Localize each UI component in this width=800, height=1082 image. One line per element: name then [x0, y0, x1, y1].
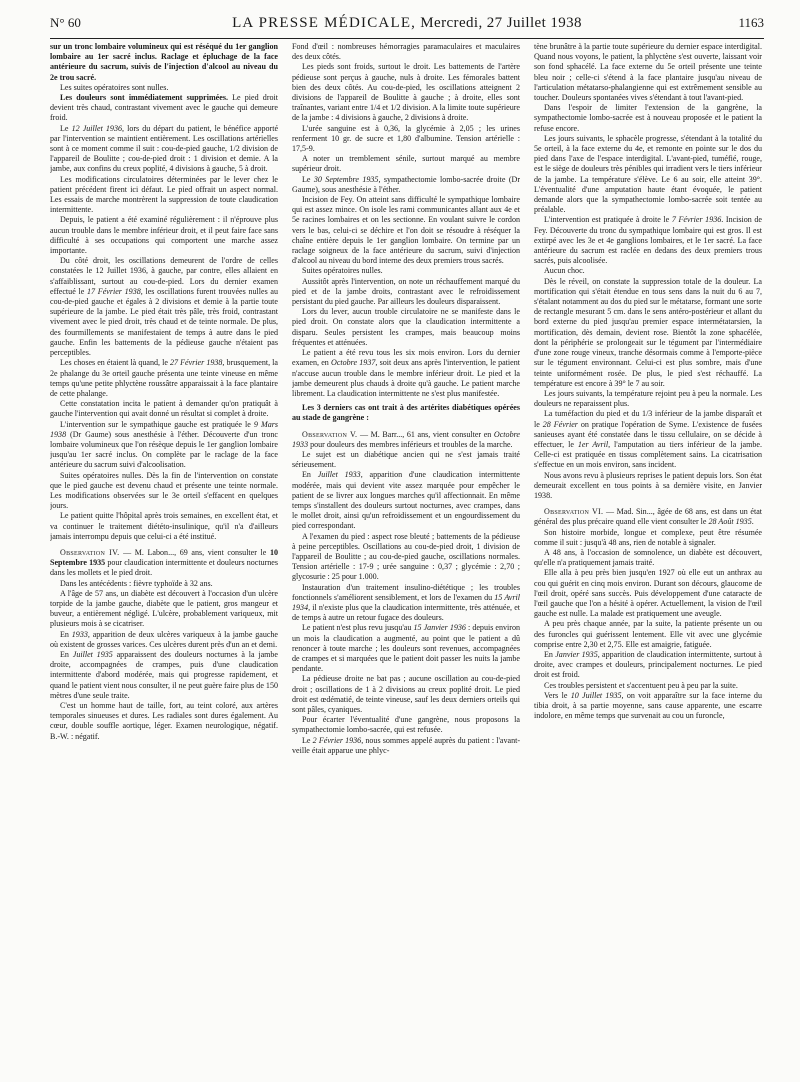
page-issue-number: N° 60	[50, 15, 81, 30]
text-run: Les pieds sont froids, surtout le droit. Les battements de l'artère pédieuse sont perçus à gauche, nuls à droite. Les fémorales battent bien des deux côtés. Au cou-de-pied, les oscillations atteignent 2 divisions de l'appareil de Boulitte à gauche ; à droite, elles sont traînantes, variant entre 1/4 et 1/2 division. A la limite toute supérieure de la jambe : 4 divisions à gauche, 2 divisions à droite.	[292, 62, 520, 123]
paragraph	[534, 389, 762, 409]
paragraph	[534, 528, 762, 548]
paragraph	[534, 568, 762, 619]
paragraph	[534, 277, 762, 389]
text-run: En	[60, 649, 73, 659]
text-run: Vers le	[544, 690, 571, 700]
paragraph	[292, 430, 520, 450]
issue-date: Mercredi, 27 Juillet 1938	[420, 14, 582, 31]
text-run: , brusquement, la 2e phalange du 3e orteil gauche présenta une teinte vineuse en même temps qu'une petite phlyctène roussâtre apparaissait à la face plantaire de cette phalange.	[50, 358, 278, 398]
paragraph	[50, 93, 278, 124]
text-run: Incision de Fey. On atteint sans difficulté le sympathique lombaire qui est assez mince. On isole les rami communicantes allant aux 4e et 5e racines lombaires et on les sectionne. En voulant suivre le cordon vers le bas, celui-ci se déchire et l'on doit se résoudre à réséquer la chaîne entière depuis le 1er ganglion lombaire. On termine par un raclage soigneux de la face antérieure du sacrum, suivi d'injection d'alcool au niveau du bord interne des deux premiers trous sacrés.	[292, 195, 520, 266]
text-run: En	[544, 649, 556, 659]
paragraph	[50, 511, 278, 542]
paragraph	[534, 691, 762, 722]
text-run: Cette constatation incita le patient à demander qu'on pratiquât à gauche l'intervention qui avait donné un résultat si complet à droite.	[50, 399, 278, 419]
text-run: L'urée sanguine est à 0,36, la glycémie à 2,05 ; les urines renferment 10 gr. de sucre et 1,80 d'albumine. Tension artérielle : 17,5-9.	[292, 123, 520, 154]
paragraph	[50, 650, 278, 701]
paragraph	[50, 471, 278, 512]
paragraph	[50, 256, 278, 358]
text-run: Dans l'espoir de limiter l'extension de la gangrène, la sympathectomie lombo-sacrée est à nouveau proposée et le patient la refuse encore.	[534, 103, 762, 133]
paragraph	[292, 674, 520, 715]
text-run: , nous sommes appelé auprès du patient : l'avant-veille était apparue une phlyc-	[292, 735, 520, 755]
text-run: Les jours suivants, le sphacèle progresse, s'étendant à la totalité du 5e orteil, à la face externe du 4e, et remonte en pointe sur le dos du pied dans l'axe de l'espace interdigital. L'avant-pied, tuméfié, rouge, est le siège de douleurs très pénibles qui irradient vers le tiers inférieur de la jambe. La température s'élève. Le 6 au soir, elle atteint 39°. L'éventualité d'une amputation haute étant évoquée, le patient demande alors que la sympathectomie lombo-sacrée soit tentée au préalable.	[534, 133, 762, 215]
paragraph	[50, 83, 278, 93]
paragraph	[292, 266, 520, 276]
text-run: 7 Février 1936	[671, 215, 722, 225]
text-run: Janvier 1935	[555, 649, 598, 659]
paragraph	[50, 630, 278, 650]
text-run: tène brunâtre à la partie toute supérieure du dernier espace interdigital. Quand nous voyons, le patient, la phlyctène s'est ouverte, laissant voir son fond sphacélé. La face externe du 5e orteil présente une teinte bleu noir ; celle-ci s'étend à la face plantaire jusqu'au niveau de l'articulation métatarso-phalangienne qui est extrêmement sensible au toucher. Douleurs spontanées vives s'étendant à tout l'avant-pied.	[534, 42, 762, 103]
text-run: .	[751, 517, 754, 527]
page-number: 1163	[738, 15, 764, 30]
paragraph	[534, 619, 762, 650]
text-run: 1933	[71, 629, 88, 639]
column-right	[534, 42, 762, 1072]
text-run: 10 Juillet 1935	[570, 690, 622, 700]
paragraph	[50, 579, 278, 589]
text-run: Suites opératoires nulles.	[302, 266, 383, 276]
paragraph	[292, 403, 520, 423]
text-run: , apparition d'une claudication intermittente modérée, mais qui devient vite assez marquée pour empêcher le patient de se livrer aux longues marches qu'il affectionnait. En même temps s'installent des douleurs surtout nocturnes, avec crampes, dans le mollet droit, ainsi qu'un refroidissement et un engourdissement du pied correspondant.	[292, 470, 520, 531]
paragraph	[534, 548, 762, 568]
paragraph	[534, 42, 762, 103]
text-run: Octobre 1933	[292, 429, 520, 449]
text-run: L'intervention sur le sympathique gauche est pratiquée le	[60, 419, 254, 429]
text-run: pour douleurs des membres inférieurs et troubles de la marche.	[308, 439, 513, 449]
text-run: 15 Avril 1934	[292, 592, 520, 612]
paragraph	[292, 307, 520, 348]
text-run: , lors du départ du patient, le bénéfice apporté par l'intervention se maintient entièrement. Les oscillations artérielles sont à ce moment comme il suit : cou-de-pied gauche, 1/2 division de l'appareil de Boulitte ; cou-de-pied droit : 1 division et demie. A la jambe, aux confins du creux poplité, 4 divisions à gauche, 5 à droit.	[50, 123, 278, 174]
observation-heading: Observation IV.	[60, 547, 120, 557]
text-run: Aussitôt après l'intervention, on note un réchauffement marqué du pied et de la jambe droits, contrastant avec le refroidissement persistant du pied gauche. Par ailleurs les douleurs disparaissent.	[292, 276, 520, 307]
text-run: 15 Janvier 1936	[413, 623, 466, 633]
text-run: 28 Février	[542, 419, 578, 429]
paragraph	[534, 103, 762, 134]
paragraph	[292, 450, 520, 470]
journal-title-date	[232, 15, 582, 32]
paragraph	[50, 420, 278, 471]
text-run: 9 Mars 1938	[50, 419, 278, 439]
text-run: Depuis, le patient a été examiné régulièrement : il n'éprouve plus aucun trouble dans le membre inférieur droit, et il peut faire face sans difficulté à ses occupations qui comportent une marche assez importante.	[50, 215, 278, 256]
text-run: (Dr Gaume) sous anesthésie à l'éther. Découverte d'un tronc lombaire volumineux que l'on résèque depuis le 1er ganglion lombaire jusqu'au 1er sacré inclus. On complète par le raclage de la face antérieure du sacrum suivi d'alcoolisation.	[50, 429, 278, 470]
text-run: Juillet 1935	[72, 649, 113, 659]
running-header	[50, 8, 764, 39]
paragraph	[50, 399, 278, 419]
text-run: — Mad. Sin..., âgée de 68 ans, est dans un état général des plus précaire quand elle vient consulter le	[534, 507, 762, 527]
text-run: 27 Février 1938	[169, 358, 223, 368]
text-run: 28 Août 1935	[708, 517, 752, 527]
paragraph	[534, 409, 762, 470]
text-run: C'est un homme haut de taille, fort, au teint coloré, aux artères temporales sinueuses et dures. Les radiales sont dures également. Au cœur, double souffle aortique, léger. Examen neurologique, négatif. B.-W. : négatif.	[50, 701, 278, 741]
column-middle	[292, 42, 520, 1072]
text-run: Le	[60, 123, 72, 133]
text-run: Les 3 derniers cas ont trait à des artérites diabétiques opérées au stade de gangrène :	[292, 403, 520, 423]
paragraph	[292, 470, 520, 531]
paragraph	[292, 715, 520, 735]
text-run: Aucun choc.	[544, 266, 585, 276]
text-run: Le pied droit devient très chaud, contrastant vivement avec le gauche qui demeure froid.	[50, 93, 278, 123]
text-run: . Incision de Fey. Découverte du tronc du sympathique lombaire qui est gros. Il est extirpé avec les 3e et 4e ganglions lombaires, et le 1er sacré. La face antérieure du sacrum est raclée en dedans des deux premiers trous sacrés, puis alcoolisée.	[534, 215, 762, 266]
text-run: Le patient a été revu tous les six mois environ. Lors du dernier examen, en	[292, 348, 520, 368]
text-run: 17 Février 1938	[87, 286, 141, 296]
journal-name: LA PRESSE MÉDICALE,	[232, 14, 417, 31]
text-run: L'intervention est pratiquée à droite le	[544, 215, 672, 225]
text-run: Le sujet est un diabétique ancien qui ne s'est jamais traité sérieusement.	[292, 449, 520, 470]
text-run: Nous avons revu à plusieurs reprises le patient depuis lors. Son état demeurait excellent en tous points à sa dernière visite, en Janvier 1938.	[534, 470, 762, 500]
text-run: Les suites opératoires sont nulles.	[60, 82, 169, 92]
paragraph	[292, 175, 520, 195]
paragraph	[534, 134, 762, 216]
text-run: Fond d'œil : nombreuses hémorragies paramaculaires et maculaires des deux côtés.	[292, 42, 520, 62]
text-run: Dans les antécédents : fièvre typhoïde à 32 ans.	[60, 578, 213, 588]
text-run: A peu près chaque année, par la suite, la patiente présente un ou des furoncles qui guérissent lentement. Elle vit avec une glycémie comprise entre 2,30 et 2,75. Elle est amaigrie, fatiguée.	[534, 619, 762, 649]
text-run: 2 Février 1936	[312, 735, 362, 745]
text-run: Les douleurs sont immédiatement supprimées.	[60, 93, 228, 103]
text-run: , les oscillations furent trouvées nulles au cou-de-pied gauche et égales à 2 divisions et demie à la partie toute supérieure de la jambe. Le pied était très pâle, très froid, contrastant vivement avec le pied droit, très chaud et de teinte normale. De plus, des fourmillements se manifestaient de temps à autre dans le pied gauche. Enfin les battements de la pédieuse gauche n'étaient pas perceptibles.	[50, 286, 278, 358]
text-run: A noter un tremblement sénile, surtout marqué au membre supérieur droit.	[292, 154, 520, 174]
text-run: Son histoire morbide, longue et complexe, peut être résumée comme il suit : jusqu'à 48 ans, rien de notable à signaler.	[534, 527, 762, 547]
text-run: 12 Juillet 1936	[71, 123, 122, 133]
text-run: , sympathectomie lombo-sacrée droite (Dr Gaume), sous anesthésie à l'éther.	[292, 174, 520, 194]
text-run: Octobre 1937	[331, 358, 376, 368]
column-left	[50, 42, 278, 1072]
text-run: 1er Avril	[577, 439, 609, 449]
text-run: , on voit apparaître sur la face interne du tibia droit, à sa partie moyenne, sans cause apparente, une escarre indolore, en même temps que survenait au cou un furoncle,	[534, 690, 762, 721]
text-run: La pédieuse droite ne bat pas ; aucune oscillation au cou-de-pied droit ; oscillations de 1 à 2 divisions au creux poplité droit. Le pied droit est œdématié, de teinte vineuse, sauf les deux derniers orteils qui sont pâles, cyaniques.	[292, 674, 520, 714]
paragraph	[50, 548, 278, 579]
paragraph	[292, 62, 520, 123]
text-run: on pratique l'opération de Syme. L'existence de fusées sanieuses ayant été constatée dans le tissu cellulaire, on se décide à effectuer, le	[534, 419, 762, 449]
paragraph	[50, 589, 278, 630]
text-run: En	[60, 629, 72, 639]
text-run: : depuis environ un mois la claudication a augmenté, au point que le patient a dû renoncer à toute marche ; les douleurs sont revenues, accompagnées de crampes et si marquées que le patient doit passer les nuits la jambe pendante.	[292, 623, 520, 674]
paragraph	[292, 42, 520, 62]
text-run: Ces troubles persistent et s'accentuent peu à peu par la suite.	[544, 680, 738, 690]
observation-heading: Observation VI.	[544, 507, 604, 517]
text-run: Pour écarter l'éventualité d'une gangrène, nous proposons la sympathectomie lombo-sacrée, qui est refusée.	[292, 715, 520, 735]
paragraph	[50, 701, 278, 742]
paragraph	[534, 650, 762, 681]
paragraph	[292, 277, 520, 308]
text-run: La tuméfaction du pied et du 1/3 inférieur de la jambe disparaît et le	[534, 409, 762, 429]
text-run: pour claudication intermittente et douleurs nocturnes dans les mollets et le pied droit.	[50, 558, 278, 578]
text-run: Le	[302, 174, 314, 184]
text-run: , soit deux ans après l'intervention, le patient n'accuse aucun trouble dans le membre inférieur droit. Le pied et la jambe demeurent plus chauds à droite qu'à gauche. Le patient marche librement. La claudication intermittente ne s'est plus manifestée.	[292, 358, 520, 398]
text-run: Le	[302, 735, 313, 745]
text-run: En	[302, 470, 318, 480]
text-run: Les modifications circulatoires déterminées par le lever chez le patient précédent firent ici défaut. Le pied offrait un aspect normal. Les essais de marche montrèrent la suppression de toute claudication intermittente.	[50, 174, 278, 215]
paragraph	[50, 215, 278, 256]
paragraph	[534, 215, 762, 266]
article-columns	[50, 42, 764, 1072]
paragraph	[534, 507, 762, 527]
text-run: , il n'existe plus que la claudication intermittente, très atténuée, et de temps à autre un retour fugace des douleurs.	[292, 602, 520, 623]
paragraph	[292, 348, 520, 399]
paragraph	[50, 358, 278, 399]
paragraph	[50, 175, 278, 216]
observation-heading: Observation V.	[302, 429, 358, 439]
paragraph	[292, 532, 520, 583]
paragraph	[50, 124, 278, 175]
text-run: 10 Septembre 1935	[50, 547, 278, 568]
paragraph	[292, 195, 520, 266]
paragraph	[534, 471, 762, 502]
text-run: A l'examen du pied : aspect rose bleuté ; battements de la pédieuse à peine perceptibles. Oscillations au cou-de-pied droit, 1 division de l'appareil de Boulitte ; au cou-de-pied gauche, oscillations normales. Tension artérielle : 17-9 ; urée sanguine : 0,37 ; glycémie : 2,70 ; glycosurie : 25 pour 1.000.	[292, 531, 520, 582]
text-run: Dès le réveil, on constate la suppression totale de la douleur. La mortification qui s'était étendue en tous sens dans la nuit du 6 au 7, s'étalant notamment au dos du pied sur le métatarse, formant une sorte de rectangle mesurant 5 cm. dans le sens antéro-postérieur et allant du bord externe du pied jusqu'au premier espace intermétatarsien, la mortification, dès demain, devient rose. Bientôt la zone sphacélée, dont la périphérie se prolongeait sur le tégument par l'intermédiaire d'une zone rouge vineux, tranche désormais comme à l'emporte-pièce sur le tégument environnant. Celui-ci est plus sombre, mais d'une teinte uniformément rosée. De plus, le pied s'est réchauffé. La température est encore à 39° le 7 au soir.	[534, 276, 762, 388]
text-run: Du côté droit, les oscillations demeurent de l'ordre de celles constatées le 12 Juillet 1936, à gauche, par contre, elles allaient en s'affaiblissant, surtout au cou-de-pied. Lors du dernier examen effectué le	[50, 256, 278, 296]
text-run: A 48 ans, à l'occasion de somnolence, un diabète est découvert, qu'elle n'a pratiquement jamais traité.	[534, 547, 762, 568]
text-run: Instauration d'un traitement insulino-diététique ; les troubles fonctionnels s'améliorent sensiblement, et lors de l'examen du	[292, 582, 520, 602]
text-run: — M. Barr..., 61 ans, vient consulter en	[357, 429, 494, 439]
paragraph	[292, 736, 520, 756]
text-run: , apparition de claudication intermittente, surtout à droite, avec crampes et douleurs, principalement nocturnes. Le pied droit est froid.	[534, 649, 762, 680]
paragraph	[292, 583, 520, 624]
text-run: , l'amputation au tiers inférieur de la jambe. Celle-ci est pratiquée en tissus complètement sains. La cicatrisation s'effectue en un mois environ, sans incident.	[534, 439, 762, 470]
paragraph	[292, 623, 520, 674]
text-run: A l'âge de 57 ans, un diabète est découvert à l'occasion d'un ulcère torpide de la jambe gauche, diabète que le patient, gros mangeur et buveur, a entièrement négligé. L'ulcère, probablement variqueux, mit plusieurs mois à se cicatriser.	[50, 588, 278, 629]
text-run: Les jours suivants, la température rejoint peu à peu la normale. Les douleurs ne reparaissent plus.	[534, 388, 762, 409]
paragraph	[50, 42, 278, 83]
paragraph	[534, 266, 762, 276]
text-run: Lors du lever, aucun trouble circulatoire ne se manifeste dans le pied droit. On constate alors que la claudication intermittente a disparu. Seules persistent les crampes, mais beaucoup moins fréquentes et atténuées.	[292, 307, 520, 347]
text-run: Le patient quitte l'hôpital après trois semaines, en excellent état, et va continuer le traitement diététo-insulinique, qu'il n'a d'ailleurs jamais interrompu depuis que celui-ci a été institué.	[50, 511, 278, 541]
text-run: sur un tronc lombaire volumineux qui est réséqué du 1er ganglion lombaire au 1er sacré inclus. Raclage et épluchage de la face antérieure du sacrum, suivis de l'injection d'alcool au niveau du 2e trou sacré.	[50, 42, 278, 82]
text-run: , apparition de deux ulcères variqueux à la jambe gauche où existent de grosses varices. Ces ulcères durent près d'un an et demi.	[50, 629, 278, 649]
paragraph	[292, 154, 520, 174]
text-run: Juillet 1933	[317, 470, 361, 480]
text-run: apparaissent des douleurs nocturnes à la jambe droite, accompagnées de crampes, puis d'une claudication intermittente d'abord modérée, mais qui progresse rapidement, et quand le patient vient nous consulter, il ne peut guère faire plus de 150 mètres d'une seule traite.	[50, 649, 278, 700]
paragraph	[292, 124, 520, 155]
text-run: 30 Septembre 1935	[313, 174, 379, 184]
text-run: Elle alla à peu près bien jusqu'en 1927 où elle eut un anthrax au cou qui guérit en cinq mois environ. Durant son décours, glaucome de l'œil droit, opéré sans succès. Puis développement d'une cataracte de l'œil gauche que l'on a hésité à opérer. Actuellement, la vision de l'œil gauche est nulle. La malade est pratiquement une aveugle.	[534, 568, 762, 619]
text-run: Les choses en étaient là quand, le	[60, 358, 170, 368]
text-run: Le patient n'est plus revu jusqu'au	[302, 623, 414, 633]
paragraph	[534, 681, 762, 691]
text-run: — M. Labon..., 69 ans, vient consulter le	[119, 547, 270, 557]
text-run: Suites opératoires nulles. Dès la fin de l'intervention on constate que le pied gauche est devenu chaud et présente une teinte normale. Les modifications observées sur le 3e orteil s'effacent en quelques jours.	[50, 470, 278, 511]
